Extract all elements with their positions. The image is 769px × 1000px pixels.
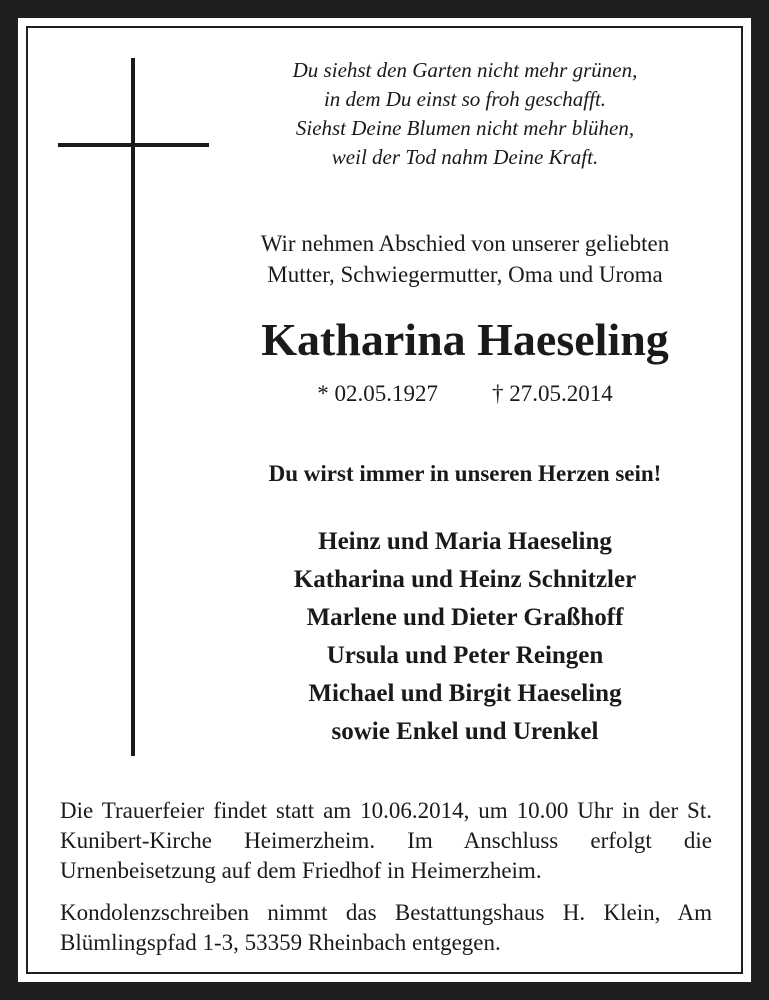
mourner-line: sowie Enkel und Urenkel <box>331 718 599 745</box>
birth-date: * 02.05.1927 <box>317 381 438 406</box>
cross-icon-vertical-bar <box>131 58 135 756</box>
deceased-name: Katharina Haeseling <box>261 314 669 365</box>
mourner-line: Heinz und Maria Haeseling <box>318 528 612 555</box>
mourners-list <box>200 523 730 751</box>
intro-line: Wir nehmen Abschied von unserer geliebten <box>260 231 670 256</box>
mourner-line: Michael und Birgit Haeseling <box>308 680 622 707</box>
mourner-line: Ursula und Peter Reingen <box>326 642 604 669</box>
motto: Du wirst immer in unseren Herzen sein! <box>268 461 662 486</box>
mourner-line: Marlene und Dieter Graßhoff <box>306 604 624 631</box>
poem <box>200 56 730 172</box>
poem-line: weil der Tod nahm Deine Kraft. <box>331 145 599 169</box>
life-dates <box>200 378 730 410</box>
mourner-line: Katharina und Heinz Schnitzler <box>293 566 637 593</box>
intro-line: Mutter, Schwiegermutter, Oma und Uroma <box>267 262 663 287</box>
cross-icon-horizontal-bar <box>58 143 209 147</box>
condolence-notice: Kondolenzschreiben nimmt das Bestattungshaus H. Klein, Am Blümlingspfad 1-3, 53359 Rheinbach entgegen. <box>60 900 712 955</box>
intro-text <box>200 228 730 290</box>
notices <box>60 796 712 958</box>
funeral-notice: Die Trauerfeier findet statt am 10.06.2014, um 10.00 Uhr in der St. Kunibert-Kirche Heimerzheim. Im Anschluss erfolgt die Urnenbeisetzung auf dem Friedhof in Heimerzheim. <box>60 798 712 883</box>
poem-line: Siehst Deine Blumen nicht mehr blühen, <box>295 116 635 140</box>
poem-line: in dem Du einst so froh geschafft. <box>323 87 607 111</box>
poem-line: Du siehst den Garten nicht mehr grünen, <box>292 58 638 82</box>
death-date: † 27.05.2014 <box>492 381 613 406</box>
